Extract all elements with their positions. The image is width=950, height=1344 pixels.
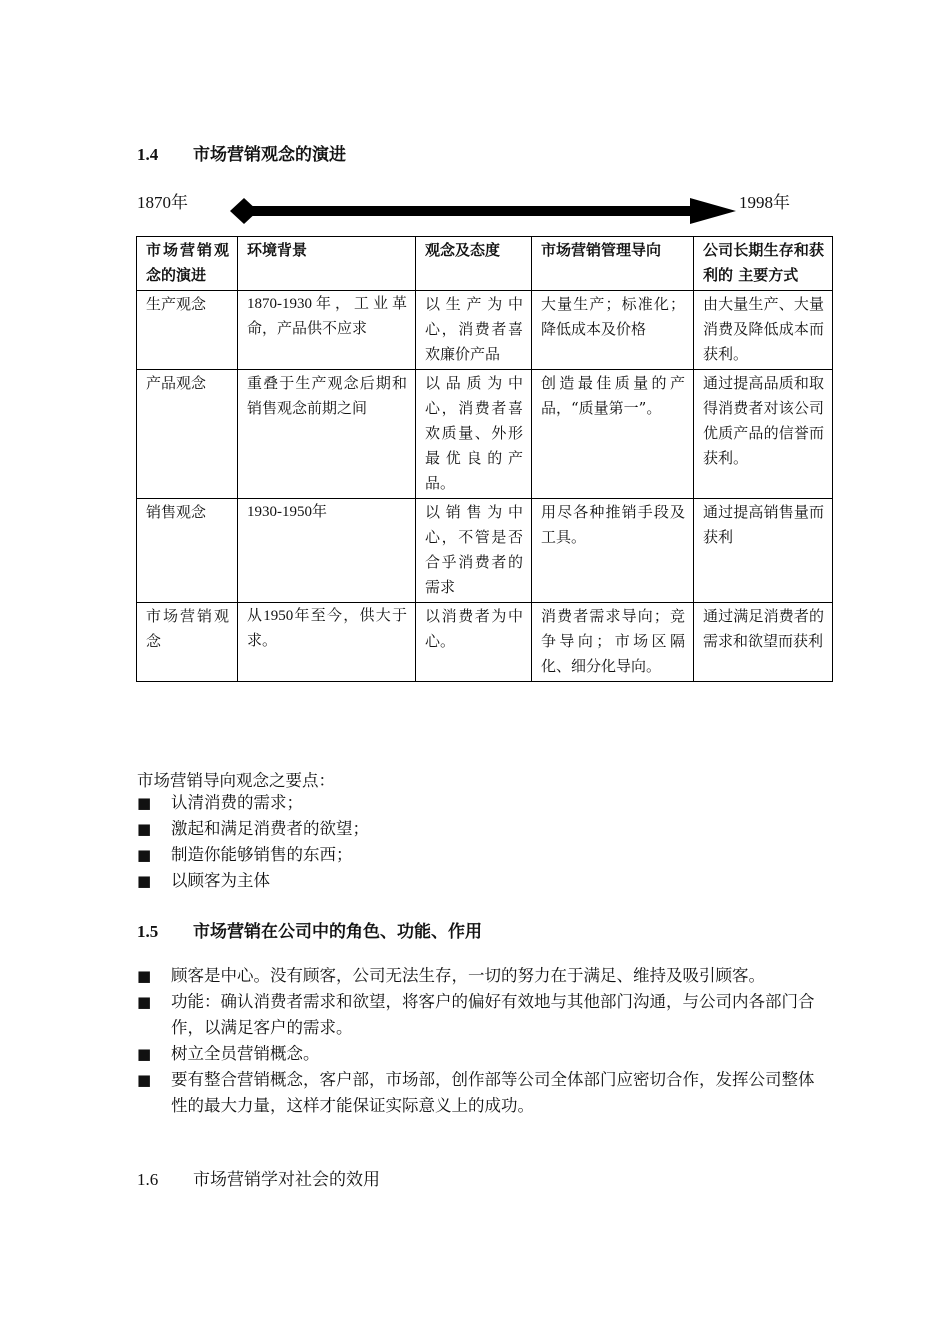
cell-profit-method: 通过提高销售量而获利 (694, 499, 833, 603)
timeline-arrow (228, 194, 740, 228)
cell-environment: 重叠于生产观念后期和销售观念前期之间 (238, 370, 416, 499)
table-row (137, 603, 833, 682)
cell-concept: 生产观念 (137, 291, 238, 370)
section-number: 1.4 (137, 145, 159, 164)
list-item (137, 963, 827, 989)
cell-environment: 1870-1930年，工业革命，产品供不应求 (238, 291, 416, 370)
bullet-square-icon: ■ (137, 1045, 152, 1063)
list-item (137, 1067, 827, 1119)
cell-orientation: 用尽各种推销手段及工具。 (532, 499, 694, 603)
end-year-number: 1998 (739, 193, 773, 212)
cell-attitude: 以品质为中心，消费者喜欢质量、外形最优良的产品。 (416, 370, 532, 499)
cell-profit-method: 通过提高品质和取得消费者对该公司优质产品的信誉而获利。 (694, 370, 833, 499)
table-row (137, 370, 833, 499)
bullet-square-icon: ■ (137, 1071, 152, 1089)
bullet-square-icon: ■ (137, 794, 152, 812)
section-title: 市场营销学对社会的效用 (193, 1170, 380, 1190)
cell-orientation: 大量生产；标准化；降低成本及价格 (532, 291, 694, 370)
bullet-square-icon: ■ (137, 872, 152, 890)
list-item (137, 989, 827, 1041)
role-function-list (137, 963, 827, 1119)
header-profit-method: 公司长期生存和获利的 主要方式 (694, 237, 833, 291)
table-header-row (137, 237, 833, 291)
timeline-end-year (739, 188, 790, 213)
timeline-start-year (137, 188, 188, 213)
list-item (137, 868, 827, 894)
cell-concept: 市场营销观念 (137, 603, 238, 682)
list-item-text: 制造你能够销售的东西； (171, 845, 353, 864)
cell-attitude: 以销售为中心，不管是否合乎消费者的需求 (416, 499, 532, 603)
list-item (137, 1041, 827, 1067)
timeline-arrowhead (690, 198, 736, 224)
list-item-text: 以顾客为主体 (171, 871, 270, 890)
timeline-bar (250, 206, 694, 216)
table-row (137, 291, 833, 370)
section-title: 市场营销在公司中的角色、功能、作用 (193, 922, 482, 942)
bullet-square-icon: ■ (137, 846, 152, 864)
list-item (137, 842, 827, 868)
section-heading-1-4 (137, 140, 346, 165)
year-suffix: 年 (171, 193, 188, 213)
list-item-text: 顾客是中心。没有顾客，公司无法生存，一切的努力在于满足、维持及吸引顾客。 (171, 966, 765, 985)
cell-profit-method: 由大量生产、大量消费及降低成本而获利。 (694, 291, 833, 370)
cell-concept: 产品观念 (137, 370, 238, 499)
marketing-evolution-table (136, 236, 833, 682)
cell-profit-method: 通过满足消费者的需求和欲望而获利 (694, 603, 833, 682)
cell-attitude: 以消费者为中心。 (416, 603, 532, 682)
start-year-number: 1870 (137, 193, 171, 212)
bullet-square-icon: ■ (137, 967, 152, 985)
list-item-text: 激起和满足消费者的欲望； (171, 819, 369, 838)
cell-environment: 从1950年至今，供大于求。 (238, 603, 416, 682)
header-orientation: 市场营销管理导向 (532, 237, 694, 291)
list-item-text: 功能：确认消费者需求和欲望，将客户的偏好有效地与其他部门沟通，与公司内各部门合作，以满足客户的需求。 (171, 992, 815, 1037)
list-item (137, 790, 827, 816)
section-heading-1-5 (137, 917, 482, 942)
cell-orientation: 创造最佳质量的产品，“质量第一”。 (532, 370, 694, 499)
header-concept: 市场营销观念的演进 (137, 237, 238, 291)
bullet-square-icon: ■ (137, 993, 152, 1011)
cell-orientation: 消费者需求导向；竞争导向；市场区隔化、细分化导向。 (532, 603, 694, 682)
list-item (137, 816, 827, 842)
key-points-intro: 市场营销导向观念之要点： (137, 771, 335, 790)
section-number: 1.5 (137, 922, 159, 941)
table-row (137, 499, 833, 603)
bullet-square-icon: ■ (137, 820, 152, 838)
cell-concept: 销售观念 (137, 499, 238, 603)
header-attitude: 观念及态度 (416, 237, 532, 291)
section-title: 市场营销观念的演进 (193, 145, 346, 165)
section-number: 1.6 (137, 1170, 159, 1189)
key-points-list (137, 790, 827, 894)
section-heading-1-6 (137, 1165, 380, 1190)
header-environment: 环境背景 (238, 237, 416, 291)
year-suffix: 年 (773, 193, 790, 213)
list-item-text: 认清消费的需求； (171, 793, 303, 812)
cell-environment: 1930-1950年 (238, 499, 416, 603)
list-item-text: 要有整合营销概念，客户部，市场部，创作部等公司全体部门应密切合作，发挥公司整体性的最大力量，这样才能保证实际意义上的成功。 (171, 1070, 815, 1115)
list-item-text: 树立全员营销概念。 (171, 1044, 320, 1063)
cell-attitude: 以生产为中心，消费者喜欢廉价产品 (416, 291, 532, 370)
